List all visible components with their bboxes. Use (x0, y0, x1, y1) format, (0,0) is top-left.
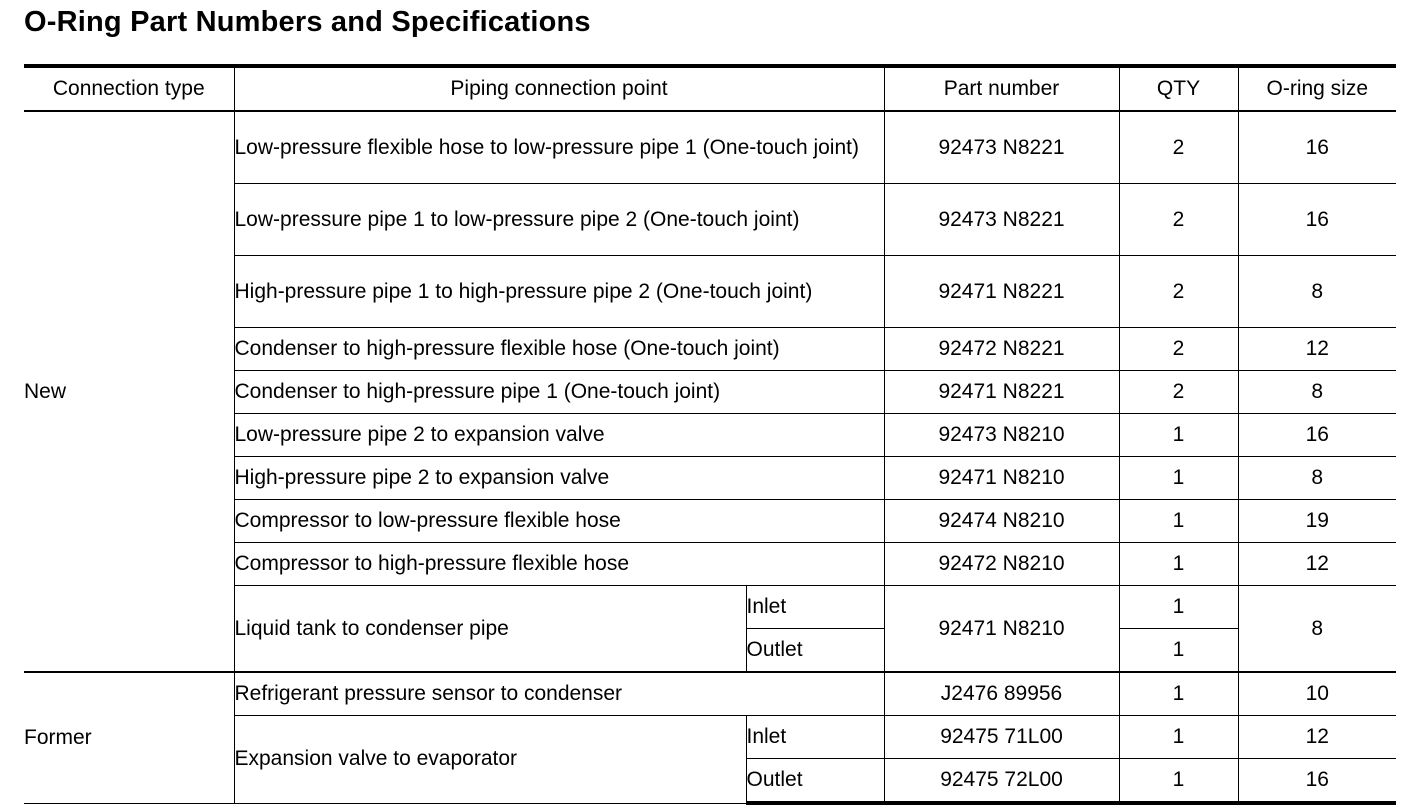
qty: 1 (1119, 716, 1238, 759)
piping-point: Condenser to high-pressure pipe 1 (One-touch joint) (234, 371, 884, 414)
qty: 1 (1119, 500, 1238, 543)
part-number: 92473 N8221 (884, 111, 1119, 184)
part-number: 92472 N8221 (884, 328, 1119, 371)
o-ring-spec-table (24, 64, 1396, 805)
piping-point: Low-pressure flexible hose to low-pressure pipe 1 (One-touch joint) (234, 111, 884, 184)
part-number: 92472 N8210 (884, 543, 1119, 586)
o-ring-size: 16 (1238, 111, 1396, 184)
o-ring-size: 12 (1238, 328, 1396, 371)
qty: 1 (1119, 586, 1238, 629)
header-row (24, 66, 1396, 111)
part-number: 92475 71L00 (884, 716, 1119, 759)
piping-point: Condenser to high-pressure flexible hose (One-touch joint) (234, 328, 884, 371)
sub-point-inlet: Inlet (746, 716, 884, 759)
sub-point-outlet: Outlet (746, 759, 884, 804)
header-part-number: Part number (884, 66, 1119, 111)
o-ring-size: 16 (1238, 184, 1396, 256)
qty: 2 (1119, 328, 1238, 371)
qty: 2 (1119, 111, 1238, 184)
sub-point-outlet: Outlet (746, 629, 884, 673)
sub-point-inlet: Inlet (746, 586, 884, 629)
qty: 1 (1119, 672, 1238, 716)
part-number: 92471 N8221 (884, 256, 1119, 328)
qty: 1 (1119, 759, 1238, 804)
header-qty: QTY (1119, 66, 1238, 111)
part-number: J2476 89956 (884, 672, 1119, 716)
piping-point: High-pressure pipe 2 to expansion valve (234, 457, 884, 500)
o-ring-size: 10 (1238, 672, 1396, 716)
part-number: 92473 N8210 (884, 414, 1119, 457)
qty: 2 (1119, 371, 1238, 414)
group-label-new: New (24, 111, 234, 672)
o-ring-size: 16 (1238, 414, 1396, 457)
group-label-former: Former (24, 672, 234, 803)
o-ring-size: 12 (1238, 543, 1396, 586)
table-row (24, 111, 1396, 184)
piping-point: Low-pressure pipe 2 to expansion valve (234, 414, 884, 457)
qty: 1 (1119, 414, 1238, 457)
piping-point: Compressor to high-pressure flexible hose (234, 543, 884, 586)
header-o-ring-size: O-ring size (1238, 66, 1396, 111)
qty: 2 (1119, 184, 1238, 256)
piping-point: High-pressure pipe 1 to high-pressure pipe 2 (One-touch joint) (234, 256, 884, 328)
part-number: 92474 N8210 (884, 500, 1119, 543)
piping-point: Compressor to low-pressure flexible hose (234, 500, 884, 543)
part-number: 92471 N8221 (884, 371, 1119, 414)
o-ring-size: 8 (1238, 586, 1396, 673)
o-ring-size: 12 (1238, 716, 1396, 759)
header-connection-type: Connection type (24, 66, 234, 111)
qty: 1 (1119, 543, 1238, 586)
qty: 1 (1119, 629, 1238, 673)
o-ring-size: 16 (1238, 759, 1396, 804)
o-ring-size: 8 (1238, 457, 1396, 500)
qty: 2 (1119, 256, 1238, 328)
piping-point: Liquid tank to condenser pipe (234, 586, 746, 673)
piping-point: Low-pressure pipe 1 to low-pressure pipe 2 (One-touch joint) (234, 184, 884, 256)
table-row (24, 672, 1396, 716)
part-number: 92471 N8210 (884, 586, 1119, 673)
qty: 1 (1119, 457, 1238, 500)
part-number: 92471 N8210 (884, 457, 1119, 500)
o-ring-size: 8 (1238, 371, 1396, 414)
header-piping-connection-point: Piping connection point (234, 66, 884, 111)
piping-point: Expansion valve to evaporator (234, 716, 746, 804)
piping-point: Refrigerant pressure sensor to condenser (234, 672, 884, 716)
part-number: 92473 N8221 (884, 184, 1119, 256)
page-title: O-Ring Part Numbers and Specifications (24, 6, 591, 38)
part-number: 92475 72L00 (884, 759, 1119, 804)
o-ring-size: 8 (1238, 256, 1396, 328)
o-ring-size: 19 (1238, 500, 1396, 543)
